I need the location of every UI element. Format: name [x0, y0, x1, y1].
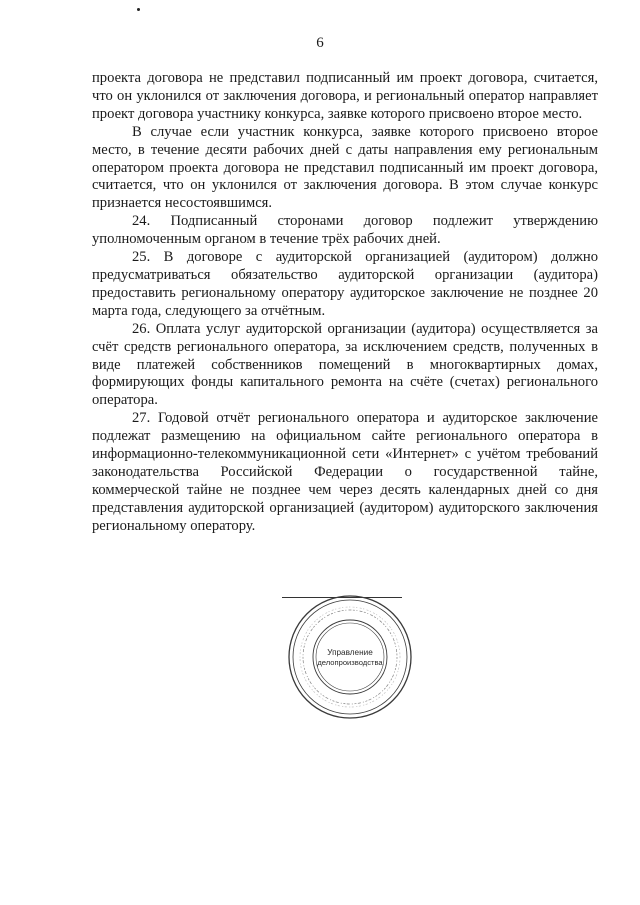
seal-text-line-2: делопроизводства: [317, 658, 383, 667]
paragraph-item-26: 26. Оплата услуг аудиторской организации (аудитора) осуществляется за счёт средств регионального оператора, за исключением средств, полученных в виде платежей собственников помещений в многоквартирных домах, формирующих фонды капитального ремонта на счёте (счетах) регионального оператора.: [92, 320, 598, 409]
paragraph-item-25: 25. В договоре с аудиторской организацией (аудитором) должно предусматриваться обязательство аудиторской организации (аудитора) предоставить региональному оператору аудиторское заключение не позднее 20 марта года, следующего за отчётным.: [92, 249, 598, 319]
paragraph-continued: проекта договора не представил подписанный им проект договора, считается, что он уклонился от заключения договора, и региональный оператор направляет проект договора участнику конкурса, заявке которого присвоено второе место.: [92, 70, 598, 122]
paragraph-item-27: 27. Годовой отчёт регионального оператора и аудиторское заключение подлежат размещению на официальном сайте регионального оператора в информационно-телекоммуникационной сети «Интернет» с учётом требований законодательства Российской Федерации о государственной тайне, коммерческой тайне не позднее чем через десять календарных дней со дня представления аудиторской организацией (аудитором) аудиторского заключения региональному оператору.: [92, 410, 598, 534]
paragraph-item-24: 24. Подписанный сторонами договор подлежит утверждению уполномоченным органом в течение трёх рабочих дней.: [92, 213, 598, 248]
paragraph-second-place: В случае если участник конкурса, заявке которого присвоено второе место, в течение десяти рабочих дней с даты направления ему региональным оператором проекта договора не представил подписанный им проект договора, считается, что он уклонился от заключения договора. В этом случае конкурс признается несостоявшимся.: [92, 123, 598, 212]
seal-text-line-1: Управление: [327, 648, 373, 657]
seal-icon: [285, 592, 415, 722]
page-number: 6: [316, 35, 324, 51]
official-seal: [285, 592, 415, 722]
document-body: [92, 70, 598, 536]
scan-speck: [137, 8, 140, 11]
